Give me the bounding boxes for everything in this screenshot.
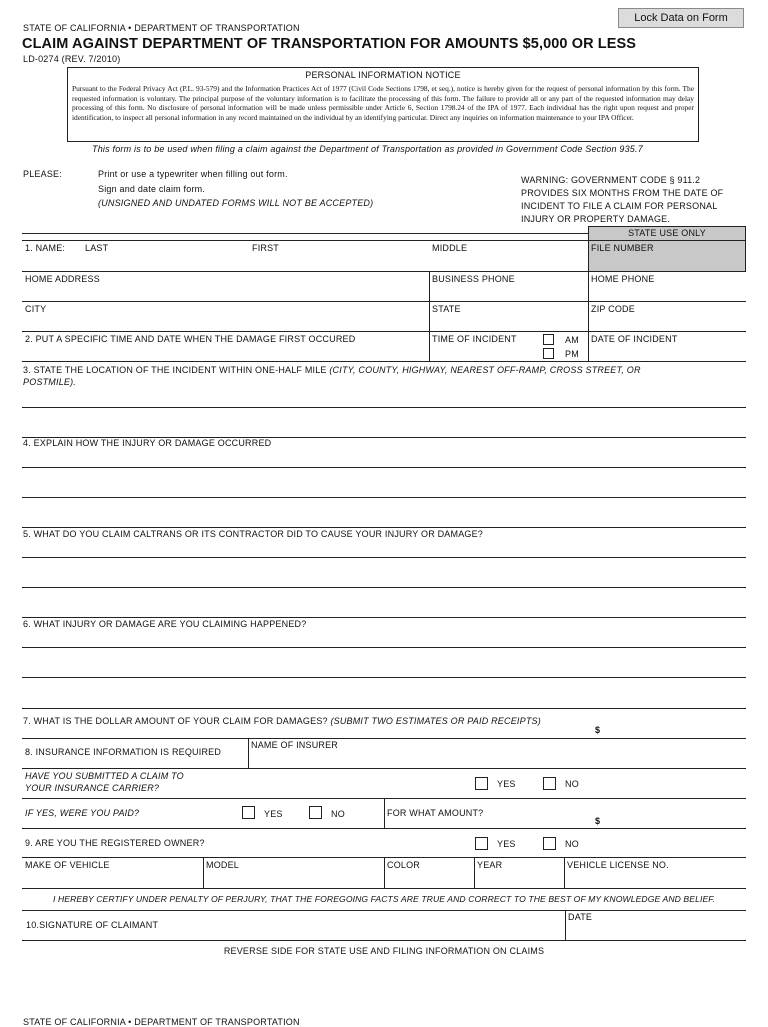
privacy-notice [67,67,699,142]
first-name-input[interactable] [252,254,428,270]
warning-line: INJURY OR PROPERTY DAMAGE. [521,214,671,224]
make-input[interactable] [24,871,201,887]
color-input[interactable] [386,871,472,887]
owner-yes-label: YES [497,839,516,849]
submitted-claim-question [25,770,184,794]
license-input[interactable] [566,871,744,887]
q6-label: 6. WHAT INJURY OR DAMAGE ARE YOU CLAIMING HAPPENED? [23,619,307,629]
what-amount-label: FOR WHAT AMOUNT? [387,808,484,818]
pm-checkbox[interactable] [543,348,554,359]
paid-no-label: NO [331,809,345,819]
submitted-claim-line: YOUR INSURANCE CARRIER? [25,783,160,793]
year-label: YEAR [477,860,503,870]
q2-label: 2. PUT A SPECIFIC TIME AND DATE WHEN THE DAMAGE FIRST OCCURED [25,334,356,344]
home-address-label: HOME ADDRESS [25,274,100,284]
make-label: MAKE OF VEHICLE [25,860,110,870]
middle-name-label: MIDDLE [432,243,468,253]
q3-text: 3. STATE THE LOCATION OF THE INCIDENT WITHIN ONE-HALF MILE [23,365,330,375]
owner-yes-checkbox[interactable] [475,837,488,850]
home-address-input[interactable] [24,285,427,300]
home-phone-label: HOME PHONE [591,274,655,284]
name-of-insurer-label: NAME OF INSURER [251,740,339,750]
privacy-heading: PERSONAL INFORMATION NOTICE [305,70,461,80]
q5-cause-input[interactable] [22,542,746,616]
am-label: AM [565,335,579,345]
year-input[interactable] [476,871,562,887]
submitted-yes-label: YES [497,779,516,789]
city-input[interactable] [24,315,427,330]
name-of-insurer-input[interactable] [251,751,744,767]
instruction-unsigned-warning: (UNSIGNED AND UNDATED FORMS WILL NOT BE ACCEPTED) [98,198,374,208]
city-label: CITY [25,304,47,314]
lock-data-button[interactable]: Lock Data on Form [618,8,744,28]
q7-text: 7. WHAT IS THE DOLLAR AMOUNT OF YOUR CLAIM FOR DAMAGES? [23,716,331,726]
warning-line: INCIDENT TO FILE A CLAIM FOR PERSONAL [521,201,718,211]
date-label: DATE [568,912,593,922]
model-label: MODEL [206,860,240,870]
q3-location-input[interactable] [22,389,746,436]
color-label: COLOR [387,860,421,870]
state-use-only-label: STATE USE ONLY [628,228,706,238]
submitted-claim-line: HAVE YOU SUBMITTED A CLAIM TO [25,771,184,781]
business-phone-input[interactable] [431,285,586,300]
license-label: VEHICLE LICENSE NO. [567,860,669,870]
reverse-side-note: REVERSE SIDE FOR STATE USE AND FILING INFORMATION ON CLAIMS [223,946,545,956]
paid-yes-label: YES [264,809,283,819]
privacy-body: Pursuant to the Federal Privacy Act (P.L. 93-579) and the Information Practices Act of 1977 (Civil Code Sections 1798, et seq.), notice is hereby given for the request of personal information by this form. The requested information is voluntary. The principal purpose of the voluntary information is to facilitate the processing of this form. The failure to provide all or any part of the requested information may delay processing of this form. No disclosure of personal information will be made unless permissible under Article 6, Section 1798.24 of the IPA of 1977. Each individual has the right upon request and proper identification, to inspect all personal information in any record maintained on the individual by an identifying particular. Direct any inquiries on information maintenance to your IPA Officer. [72,84,694,122]
claim-amount-input[interactable] [605,720,745,737]
q3-label [23,364,723,388]
please-label: PLEASE: [23,169,62,179]
instruction-print: Print or use a typewriter when filling out form. [98,169,288,179]
time-of-incident-label: TIME OF INCIDENT [432,334,517,344]
pm-label: PM [565,349,579,359]
warning-block [521,174,723,226]
q3-hint: (CITY, COUNTY, HIGHWAY, NEAREST OFF-RAMP, CROSS STREET, OR [329,365,641,375]
owner-no-label: NO [565,839,579,849]
agency-name: STATE OF CALIFORNIA • DEPARTMENT OF TRANSPORTATION [23,23,300,33]
q7-dollar-sign: $ [595,725,601,735]
form-title: CLAIM AGAINST DEPARTMENT OF TRANSPORTATION FOR AMOUNTS $5,000 OR LESS [22,36,637,52]
certification-statement: I HEREBY CERTIFY UNDER PENALTY OF PERJURY, THAT THE FOREGOING FACTS ARE TRUE AND CORRECT TO THE BEST OF MY KNOWLEDGE AND BELIEF. [52,894,716,904]
usage-note: This form is to be used when filing a claim against the Department of Transportation as provided in Government Code Section 935.7 [92,144,643,154]
submitted-yes-checkbox[interactable] [475,777,488,790]
file-number-label: FILE NUMBER [591,243,654,253]
q3-hint-cont: POSTMILE). [23,377,77,387]
q4-explanation-input[interactable] [22,452,746,526]
paid-no-checkbox[interactable] [309,806,322,819]
q7-hint: (SUBMIT TWO ESTIMATES OR PAID RECEIPTS) [330,716,541,726]
date-of-incident-label: DATE OF INCIDENT [591,334,678,344]
am-checkbox[interactable] [543,334,554,345]
submitted-no-label: NO [565,779,579,789]
warning-line: PROVIDES SIX MONTHS FROM THE DATE OF [521,188,724,198]
name-label: 1. NAME: [25,243,66,253]
q5-label: 5. WHAT DO YOU CLAIM CALTRANS OR ITS CONTRACTOR DID TO CAUSE YOUR INJURY OR DAMAGE? [23,529,484,539]
last-name-label: LAST [85,243,109,253]
state-input[interactable] [431,315,586,330]
q4-label: 4. EXPLAIN HOW THE INJURY OR DAMAGE OCCURRED [23,438,272,448]
q8-label: 8. INSURANCE INFORMATION IS REQUIRED [25,747,222,757]
paid-yes-checkbox[interactable] [242,806,255,819]
q7-label [23,716,541,726]
business-phone-label: BUSINESS PHONE [432,274,515,284]
owner-no-checkbox[interactable] [543,837,556,850]
middle-name-input[interactable] [432,254,586,270]
time-of-incident-input[interactable] [431,345,539,360]
paid-dollar-sign: $ [595,816,601,826]
signature-input[interactable] [160,912,562,939]
date-of-incident-input[interactable] [590,345,744,360]
agency-name-repeat: STATE OF CALIFORNIA • DEPARTMENT OF TRANSPORTATION [23,1017,300,1027]
q6-injury-input[interactable] [22,632,746,707]
instruction-sign: Sign and date claim form. [98,184,206,194]
form-number: LD-0274 (REV. 7/2010) [23,54,121,64]
zip-code-label: ZIP CODE [591,304,635,314]
state-label: STATE [432,304,461,314]
signature-date-input[interactable] [568,923,744,939]
q9-label: 9. ARE YOU THE REGISTERED OWNER? [25,838,205,848]
first-name-label: FIRST [252,243,279,253]
zip-code-input[interactable] [590,315,744,330]
submitted-no-checkbox[interactable] [543,777,556,790]
signature-label: 10.SIGNATURE OF CLAIMANT [26,920,159,930]
model-input[interactable] [205,871,382,887]
last-name-input[interactable] [85,254,250,270]
paid-amount-input[interactable] [605,810,745,827]
home-phone-input[interactable] [590,285,744,300]
were-paid-question: IF YES, WERE YOU PAID? [25,808,140,818]
warning-line: WARNING: GOVERNMENT CODE § 911.2 [521,175,701,185]
